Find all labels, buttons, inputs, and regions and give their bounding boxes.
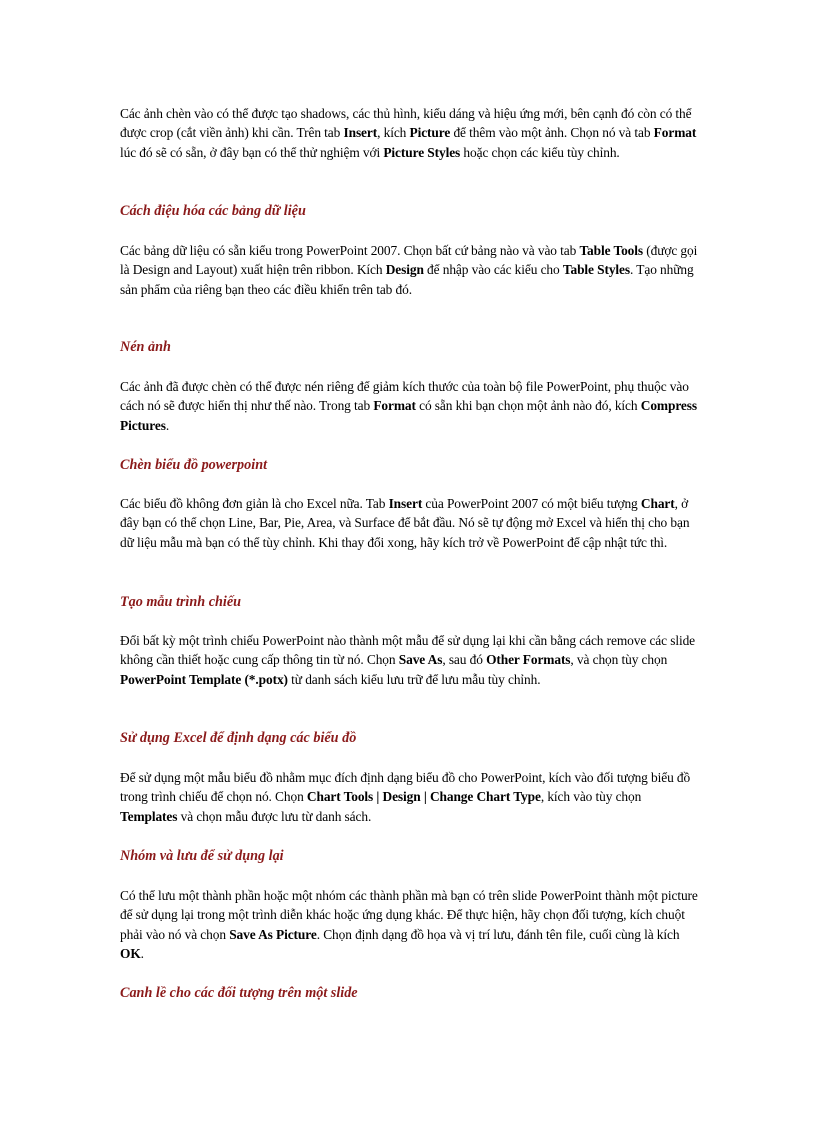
text-run: , sau đó: [442, 652, 487, 668]
text-run: lúc đó sẽ có sẵn, ở đây bạn có thể thử nghiệm với: [120, 144, 384, 160]
text-run: , kích: [377, 125, 410, 141]
text-run: Để sử dụng một mẫu biểu đồ nhằm mục đích định dạng biểu đồ cho PowerPoint, kích vào đối tượng biểu đồ trong trình chiếu để chọn nó. Chọn: [120, 770, 691, 805]
bold-term: Format: [653, 125, 697, 141]
text-run: .: [140, 946, 144, 962]
bold-term: Format: [373, 398, 416, 414]
text-run: Các biểu đồ không đơn giản là cho Excel nữa. Tab: [120, 496, 389, 511]
text-run: hoặc chọn các kiểu tùy chỉnh.: [460, 144, 620, 160]
text-run: để thêm vào một ảnh. Chọn nó và tab: [450, 125, 654, 141]
text-run: (được gọi là Design and Layout) xuất hiện trên ribbon. Kích: [120, 243, 698, 278]
bold-term: Save As: [398, 652, 443, 668]
text-run: Có thể lưu một thành phần hoặc một nhóm các thành phần mà bạn có trên slide PowerPoint thành một picture để sử dụng lại trong một trình diễn khác hoặc ứng dụng khác. Để thực hiện, hãy chọn đối tượng, kích chuột phải vào nó và chọn: [120, 888, 698, 942]
bold-term: Chart Tools | Design | Change Chart Type: [306, 789, 541, 805]
text-run: có sẵn khi bạn chọn một ảnh nào đó, kích: [415, 398, 641, 414]
bold-term: Picture Styles: [383, 144, 461, 160]
section-heading: Nhóm và lưu để sử dụng lại: [120, 848, 284, 864]
text-run: của PowerPoint 2007 có một biểu tượng: [422, 496, 641, 511]
text-run: . Chọn định dạng đồ họa và vị trí lưu, đánh tên file, cuối cùng là kích: [316, 926, 680, 942]
bold-term: Other Formats: [486, 652, 571, 668]
text-run: Các ảnh chèn vào có thể được tạo shadows, các thủ hình, kiểu dáng và hiệu ứng mới, bên cạnh đó còn có thể được crop (cắt viền ảnh) khi cần. Trên tab: [120, 106, 692, 141]
section-paragraph: [120, 886, 700, 964]
section-heading: Chèn biểu đồ powerpoint: [120, 457, 268, 473]
intro-paragraph: [120, 104, 700, 162]
text-run: , ở đây bạn có thể chọn Line, Bar, Pie, Area, và Surface để bắt đầu. Nó sẽ tự động mở Excel và hiển thị cho bạn dữ liệu mẫu mà bạn có thể tùy chỉnh. Khi thay đổi xong, hãy kích trở về PowerPoint để cập nhật tức thì.: [120, 496, 690, 550]
text-run: , kích vào tùy chọn: [540, 789, 642, 805]
bold-term: OK: [120, 946, 141, 962]
bold-term: Picture: [409, 125, 451, 141]
bold-term: Design: [385, 262, 424, 278]
section-paragraph: [120, 377, 700, 435]
text-run: Đổi bất kỳ một trình chiếu PowerPoint nào thành một mẫu để sử dụng lại khi cần bằng cách remove các slide không cần thiết hoặc cung cấp thông tin từ nó. Chọn: [120, 633, 696, 668]
section-heading: Sử dụng Excel để định dạng các biểu đồ: [120, 730, 357, 746]
section-heading: Canh lề cho các đối tượng trên một slide: [120, 985, 358, 1001]
text-run: để nhập vào các kiểu cho: [423, 262, 563, 278]
section-paragraph: [120, 631, 700, 689]
bold-term: PowerPoint Template (*.potx): [120, 671, 288, 687]
bold-term: Chart: [640, 496, 675, 511]
bold-term: Save As Picture: [229, 926, 317, 942]
text-run: . Tạo những sản phẩm của riêng bạn theo các điều khiển trên tab đó.: [120, 262, 694, 297]
bold-term: Compress Pictures: [120, 398, 697, 433]
text-run: , và chọn tùy chọn: [570, 652, 668, 668]
section-paragraph: [120, 768, 700, 826]
section-heading: Tạo mẫu trình chiếu: [120, 594, 242, 610]
section-paragraph: [120, 494, 700, 552]
bold-term: Table Tools: [579, 243, 643, 258]
bold-term: Insert: [343, 125, 378, 141]
text-run: từ danh sách kiểu lưu trữ để lưu mẫu tùy chỉnh.: [287, 671, 541, 687]
bold-term: Table Styles: [562, 262, 631, 278]
text-run: .: [165, 417, 170, 433]
text-run: Các ảnh đã được chèn có thể được nén riêng để giảm kích thước của toàn bộ file PowerPoint, phụ thuộc vào cách nó sẽ được hiển thị như thế nào. Trong tab: [120, 379, 689, 414]
section-heading: Nén ảnh: [120, 339, 171, 355]
section-paragraph: [120, 241, 700, 299]
text-run: và chọn mẫu được lưu từ danh sách.: [177, 808, 372, 824]
section-heading: Cách điệu hóa các bảng dữ liệu: [120, 203, 306, 219]
text-run: Các bảng dữ liệu có sẵn kiểu trong PowerPoint 2007. Chọn bất cứ bảng nào và vào tab: [120, 243, 580, 258]
bold-term: Insert: [388, 496, 423, 511]
bold-term: Templates: [120, 808, 178, 824]
